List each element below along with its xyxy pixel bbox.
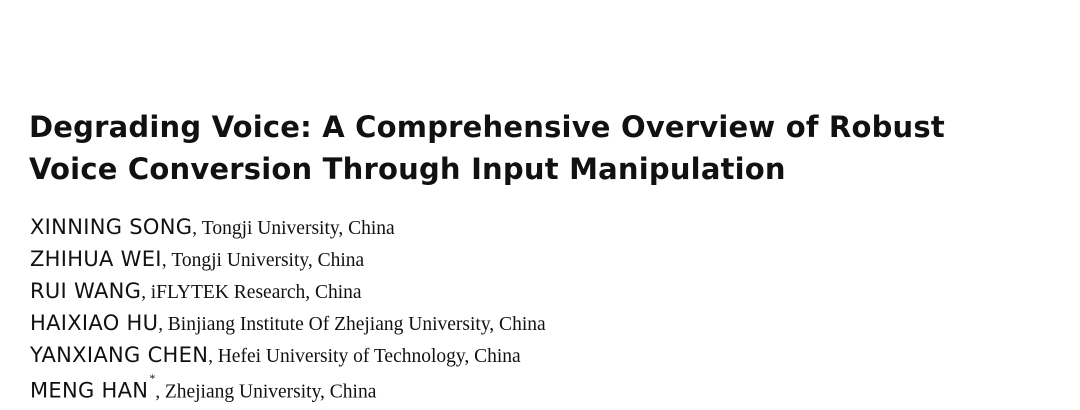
paper-title <box>29 106 945 190</box>
author-separator: , <box>155 381 165 403</box>
author-name: RUI WANG <box>30 279 142 303</box>
author-entry <box>30 339 546 371</box>
author-separator: , <box>161 250 172 271</box>
author-affiliation: Tongji University, China <box>201 218 395 239</box>
author-affiliation: iFLYTEK Research, China <box>150 282 362 303</box>
author-list <box>30 211 546 403</box>
paper-title-line: Degrading Voice: A Comprehensive Overview of Robust <box>29 110 945 144</box>
corresponding-author-marker: * <box>149 371 156 385</box>
author-affiliation: Binjiang Institute Of Zhejiang University, China <box>167 314 546 335</box>
author-entry <box>30 307 546 339</box>
author-name: XINNING SONG <box>30 215 193 239</box>
author-entry <box>30 275 546 307</box>
author-entry <box>30 243 546 275</box>
author-separator: , <box>208 346 218 367</box>
author-affiliation: Hefei University of Technology, China <box>217 346 521 367</box>
author-separator: , <box>158 314 168 335</box>
author-entry <box>30 211 546 243</box>
author-name: ZHIHUA WEI <box>30 247 162 271</box>
author-name: HAIXIAO HU <box>30 311 159 335</box>
author-affiliation: Zhejiang University, China <box>164 381 377 403</box>
author-name: MENG HAN <box>30 378 149 403</box>
paper-title-line: Voice Conversion Through Input Manipulation <box>29 152 786 186</box>
author-entry <box>30 371 546 403</box>
author-separator: , <box>192 218 202 239</box>
author-name: YANXIANG CHEN <box>30 343 209 367</box>
author-affiliation: Tongji University, China <box>171 250 365 271</box>
author-separator: , <box>141 282 151 303</box>
